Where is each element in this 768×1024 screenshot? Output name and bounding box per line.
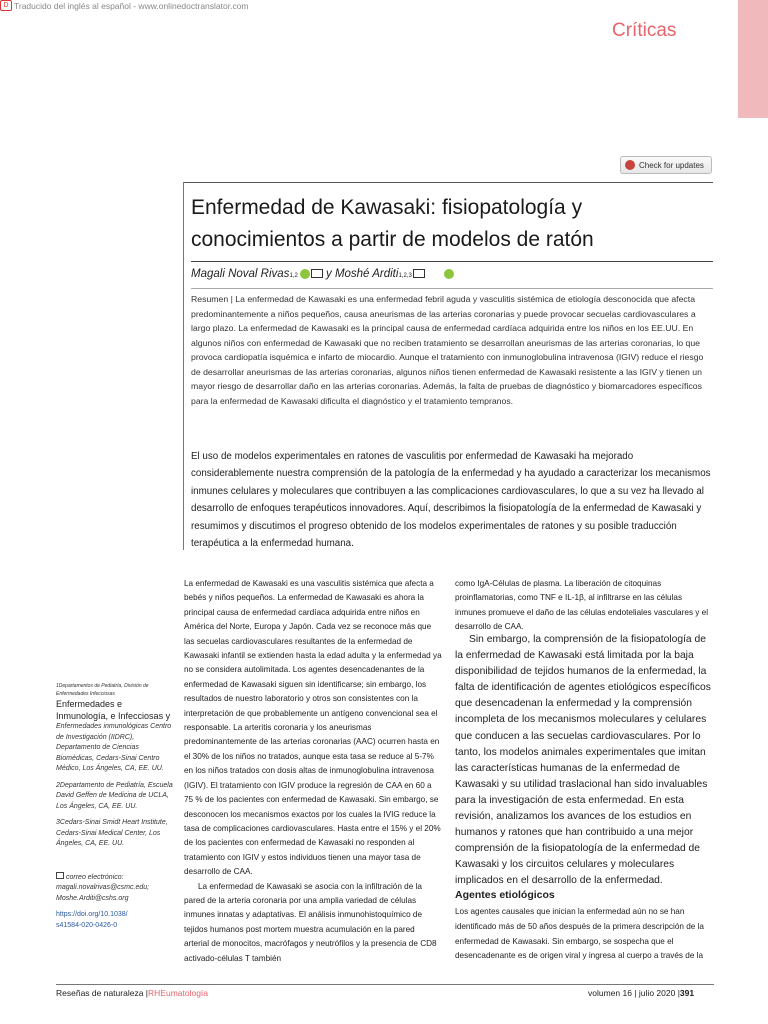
article-title: Enfermedad de Kawasaki: fisiopatología y conocimientos a partir de modelos de ratón bbox=[191, 196, 594, 251]
authors-rule bbox=[191, 288, 713, 289]
title-side-rule bbox=[183, 182, 184, 550]
section-color-tab bbox=[738, 0, 768, 118]
body-column-1 bbox=[184, 577, 442, 966]
author-2-affil: 1,2,3 bbox=[398, 273, 412, 279]
affiliations-sidebar bbox=[56, 682, 176, 931]
title-top-rule bbox=[183, 182, 713, 183]
page-number: 391 bbox=[679, 988, 695, 998]
crossmark-icon bbox=[625, 160, 635, 170]
envelope-icon bbox=[56, 872, 64, 879]
body-paragraph: La enfermedad de Kawasaki se asocia con la infiltración de la pared de la arteria coronaria por una amplia variedad de células inmunes innatas y adaptativas. El análisis inmunohistoquímico de tejidos humanos post mortem muestra acumulación en la pared arterial de monocitos, macrófagos y neutrófilos y la presencia de CD8 activado-células T también bbox=[184, 881, 437, 963]
section-label: Críticas bbox=[612, 20, 677, 41]
author-list bbox=[191, 268, 454, 280]
orcid-icon[interactable] bbox=[444, 269, 454, 279]
body-column-2-bottom bbox=[455, 905, 714, 964]
journal-sep: | bbox=[145, 988, 149, 998]
footer-journal bbox=[56, 988, 208, 998]
author-1-affil: 1,2 bbox=[289, 273, 298, 279]
doi-link-1[interactable]: https://doi.org/10.1038/ bbox=[56, 911, 128, 918]
author-1[interactable]: Magali Noval Rivas bbox=[191, 268, 290, 280]
check-updates-button[interactable] bbox=[620, 156, 712, 174]
title-rule bbox=[191, 261, 713, 262]
abstract-continued: El uso de modelos experimentales en ratones de vasculitis por enfermedad de Kawasaki ha mejorado considerablemente nuestra comprensión de la patología de la enfermedad y ha ayudado a caracterizar los mecanismos inmunes celulares y moleculares que contribuyen a las complicaciones cardiovasculares, lo que a su vez ha llevado al desarrollo de enfoques terapéuticos innovadores. Aquí, describimos la fisiopatología de la enfermedad de Kawasaki y resumimos y discutimos el progreso obtenido de los modelos experimentales de ratones y su posible traducción terapéutica a la enfermedad humana. bbox=[191, 451, 711, 550]
section-heading: Agentes etiológicos bbox=[455, 889, 555, 901]
body-paragraph: Sin embargo, la comprensión de la fisiopatología de la enfermedad de Kawasaki está limitada por la baja disponibilidad de tejidos humanos de la enfermedad, la falta de identificación de agentes etiológicos específicos que desencadenan la enfermedad y la comprensión incompleta de los mecanismos moleculares y celulares que conducen a las secuelas cardiovasculares. Por lo tanto, los modelos animales experimentales que imitan las características humanas de la enfermedad de Kawasaki y su utilidad traslacional han sido invaluables para la investigación de esta enfermedad. En esta revisión, analizamos los avances de los estudios en humanos y ratones que han contribuido a una mejor comprensión de la fisiopatología de la enfermedad de Kawasaki y los circuitos celulares y moleculares implicados en el desarrollo de la enfermedad. bbox=[455, 634, 711, 887]
body-paragraph: como IgA-Células de plasma. La liberación de citoquinas proinflamatorias, como TNF e IL-1β, al infiltrarse en las células inmunes promueve el daño de las células endoteliales vasculares y el desarrollo de CAA. bbox=[455, 579, 709, 632]
abstract: Resumen | La enfermedad de Kawasaki es una enfermedad febril aguda y vasculitis sistémica de etiología desconocida que afecta predominantemente a niños pequeños, causa aneurismas de las arterias coronarias y puede provocar secuelas cardiovasculares a largo plazo. La enfermedad de Kawasaki es la principal causa de enfermedad cardíaca adquirida entre los niños en los EE.UU. En algunos niños con enfermedad de Kawasaki que no reciben tratamiento se desarrollan aneurismas de las arterias coronarias, lo que provoca cardiopatía isquémica e infarto de miocardio. Aunque el tratamiento con inmunoglobulina intravenosa (IGIV) reduce el riesgo de desarrollar aneurismas de las arterias coronarias, algunos niños tienen enfermedad de Kawasaki resistente a las IGIV y tienen un mayor riesgo de desarrollar daño en las arterias coronarias. Además, la falta de pruebas de diagnóstico y biomarcadores específicos para la enfermedad de Kawasaki dificulta el diagnóstico y el tratamiento tempranos. bbox=[191, 294, 704, 406]
email-label: correo electrónico: bbox=[56, 872, 176, 884]
translator-logo-icon: D bbox=[0, 0, 12, 11]
issue-date: julio 2020 bbox=[638, 988, 676, 998]
footer-rule bbox=[56, 984, 714, 985]
body-column-2-top bbox=[455, 577, 714, 635]
affiliation-1-main: Enfermedades e Inmunología, e Infecciosas y bbox=[56, 699, 171, 721]
affiliation-3: 3Cedars-Sinai Smidt Heart Institute, Cedars-Sinai Medical Center, Los Ángeles, CA, EE. UU. bbox=[56, 819, 168, 847]
body-paragraph: La enfermedad de Kawasaki es una vasculitis sistémica que afecta a bebés y niños pequeños. La enfermedad de Kawasaki es ahora la principal causa de enfermedad cardíaca adquirida entre niños en América del Norte, Europa y Japón. Cada vez se reconoce más que las secuelas cardiovasculares resultantes de la enfermedad de Kawasaki infantil se extienden hasta la edad adulta y la enfermedad ya no se considera autolimitada. Los agentes desencadenantes de la enfermedad de Kawasaki siguen sin identificarse; sin embargo, los resultados de nuestro laboratorio y otros son consistentes con la interpretación de que probablemente un antígeno convencional sea el responsable. La arteritis coronaria y los aneurismas predominantemente de las arterias coronarias (AAC) ocurren hasta en el 30% de los niños no tratados, aunque esta tasa se reduce al 5-7% en los niños tratados con dosis altas de inmunoglobulina intravenosa (IGIV). El tratamiento con IGIV produce la regresión de CAA en 60 a 75 % de los pacientes con enfermedad de Kawasaki. Sin embargo, se desconocen los mecanismos exactos por los cuales la IVIG reduce la tasa de complicaciones cardiovasculares. Hasta entre el 15% y el 20% de los pacientes con enfermedad de Kawasaki no responden al tratamiento con IGIV y estos individuos tienen una mayor tasa de desarrollo de CAA. bbox=[184, 579, 442, 877]
affiliation-2: 2Departamento de Pediatría, Escuela David Geffen de Medicina de UCLA, Los Ángeles, CA, EE. UU. bbox=[56, 781, 173, 810]
author-conjunction: y bbox=[325, 268, 332, 280]
email-2[interactable]: Moshe.Arditi@cshs.org bbox=[56, 894, 129, 902]
email-icon[interactable] bbox=[311, 269, 323, 278]
body-column-2-mid bbox=[455, 632, 714, 890]
affiliation-1-detail: Enfermedades inmunológicas Centro de Investigación (IIDRC), Departamento de Ciencias Biomédicas, Cedars-Sinai Centro Médico, Los Ángeles, CA, EE. UU. bbox=[56, 723, 172, 772]
volume: volumen 16 bbox=[588, 988, 632, 998]
doi-link-2[interactable]: s41584-020-0426-0 bbox=[56, 921, 118, 929]
journal-name: Reseñas de naturaleza bbox=[56, 988, 144, 998]
translator-text: Traducido del inglés al español - www.onlinedoctranslator.com bbox=[14, 0, 249, 11]
author-2[interactable]: Moshé Arditi bbox=[334, 268, 399, 280]
body-paragraph: Los agentes causales que inician la enfermedad aún no se han identificado más de 50 años después de la primera descripción de la enfermedad de Kawasaki. Sin embargo, se sospecha que el desencadenante es de origen viral y ingresa al cuerpo a través de la bbox=[455, 907, 704, 961]
translator-banner[interactable] bbox=[0, 0, 249, 11]
affiliation-1-header: 1Departamentos de Pediatría, División de Enfermedades Infecciosas bbox=[56, 683, 149, 697]
footer-issue: volumen 16 | julio 2020 |391 bbox=[588, 988, 695, 998]
orcid-icon[interactable] bbox=[300, 269, 310, 279]
check-updates-label: Check for updates bbox=[639, 160, 704, 170]
journal-subtitle: RHEumatología bbox=[148, 988, 209, 998]
email-icon[interactable] bbox=[413, 269, 425, 278]
email-1[interactable]: magali.novalrivas@csmc.edu; bbox=[56, 884, 150, 891]
